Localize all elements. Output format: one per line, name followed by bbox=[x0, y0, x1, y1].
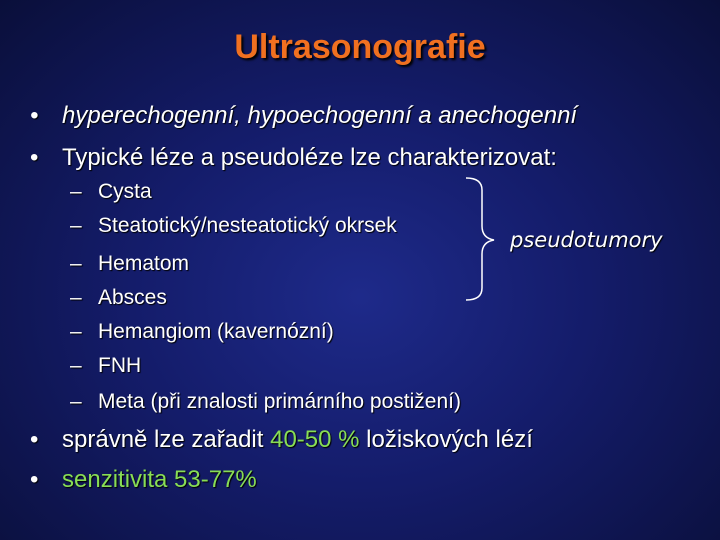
highlight-sensitivity: 53-77% bbox=[174, 466, 257, 493]
sub-item-cysta: – Cysta bbox=[70, 180, 152, 203]
bullet-characterize bbox=[30, 144, 557, 172]
curly-bracket-icon bbox=[460, 176, 500, 302]
sub-item-hemangiom: – Hemangiom (kavernózní) bbox=[70, 320, 334, 343]
highlight-percent: 40-50 % bbox=[270, 426, 360, 453]
sub-item-meta: – Meta (při znalosti primárního postižení) bbox=[70, 390, 461, 413]
bullet-marker: • bbox=[30, 102, 39, 129]
sub-item-hematom: – Hematom bbox=[70, 252, 190, 275]
pseudotumory-label: pseudotumory bbox=[510, 228, 663, 252]
bullet-text: Typické léze a pseudoléze lze charakterizovat: bbox=[62, 144, 557, 171]
slide-title: Ultrasonografie bbox=[234, 28, 486, 66]
sub-item-absces: – Absces bbox=[70, 286, 167, 309]
bullet-marker: • bbox=[30, 144, 39, 171]
sub-item-steatoticky: – Steatotický/nesteatotický okrsek bbox=[70, 214, 397, 237]
bullet-sensitivity: • senzitivita 53-77% bbox=[30, 466, 257, 493]
sub-item-fnh: – FNH bbox=[70, 354, 142, 377]
bullet-echogenicity bbox=[30, 102, 577, 130]
bullet-text: hyperechogenní, hypoechogenní a anechogenní bbox=[62, 102, 578, 129]
bullet-marker: • bbox=[30, 466, 39, 493]
bullet-classification: • správně lze zařadit 40-50 % ložiskových lézí bbox=[30, 426, 533, 453]
bullet-marker: • bbox=[30, 426, 39, 453]
